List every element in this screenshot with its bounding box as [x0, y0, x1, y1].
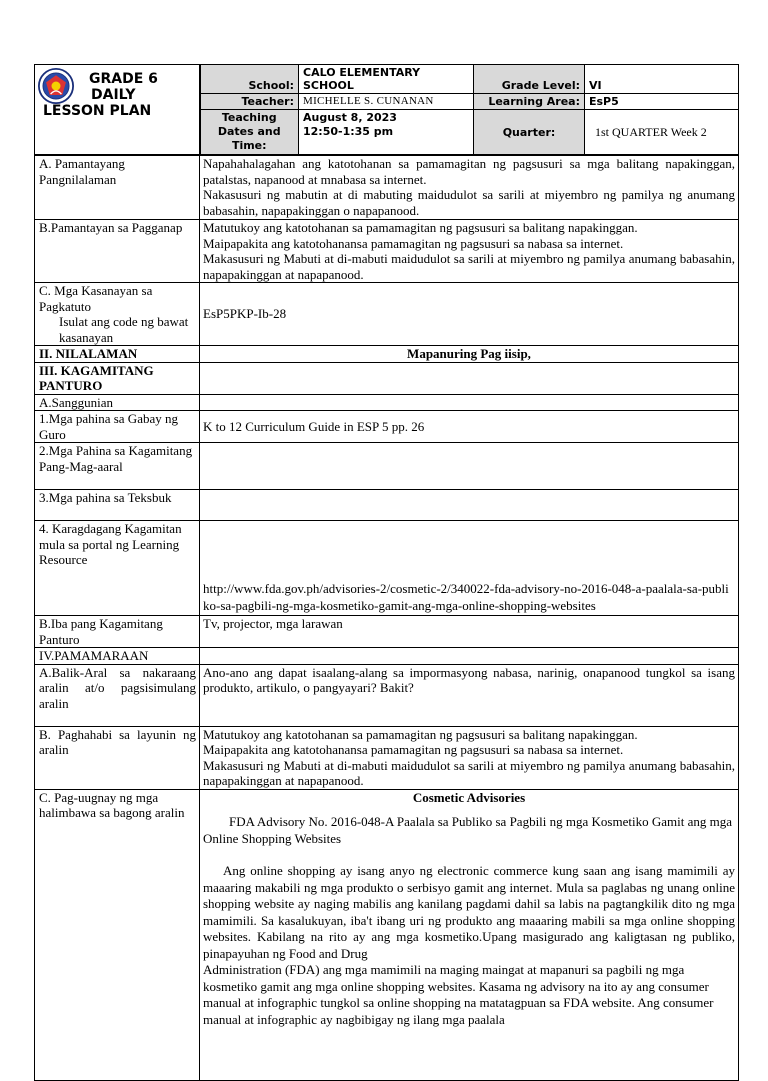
table-row	[35, 648, 739, 665]
table-row	[35, 726, 739, 789]
teacher-value: MICHELLE S. CUNANAN	[299, 94, 474, 110]
gabay-ng-guro-value: K to 12 Curriculum Guide in ESP 5 pp. 26	[200, 411, 739, 443]
table-row	[35, 394, 739, 411]
teaching-dates-label: Teaching Dates and Time:	[200, 110, 299, 155]
pamantayang-pangnilalaman-label: A. Pamantayang Pangnilalaman	[35, 156, 200, 220]
pag-uugnay-value: Cosmetic Advisories FDA Advisory No. 2016-048-A Paalala sa Publiko sa Pagbili ng mga Kosmetiko Gamit ang mga Online Shopping Websites Ang online shopping ay isang anyo ng electronic commerce kung saan ang isang mamimili ay maaaring makabili ng mga produkto o serbisyo gamit ang internet. Mula sa paglabas ng unang online shopping website ay naging mabilis ang kanilang pagdami dahil sa labis na pagtangkilik dito ng mga mamimili. Sa kasalukuyan, iba't ibang uri ng produkto ang maaaring mabili sa mga online shopping websites. Kabilang na rito ay ang mga kosmetiko.Upang masigurado ang kaligtasan ng publiko, pinapayuhan ng Food and Drug Administration (FDA) ang mga mamimili na maging maingat at mapanuri sa pagbili ng mga kosmetiko gamit ang mga online shopping websites. Kasama ng advisory na ito ay ang consumer manual at infographic tungkol sa online shopping na matatagpuan sa FDA website. Ang consumer manual at infographic ay nagbibigay ng ilang mga paalala	[200, 789, 739, 1080]
school-value: CALO ELEMENTARY SCHOOL	[299, 65, 474, 94]
table-row	[35, 443, 739, 490]
nilalaman-label: II. NILALAMAN	[35, 346, 200, 363]
learning-area-label: Learning Area:	[474, 94, 585, 110]
pamantayang-pangnilalaman-value: Napahahalagahan ang katotohanan sa pamamagitan ng pagsusuri sa mga balitang napakinggan, patalstas, napanood at mnabasa sa internet. Nakasusuri ng mabutin at di mabuting maidudulot sa sarili at miyembro ng pamilya ng anumang babasahin, napapakinggan o napapanood.	[200, 156, 739, 220]
lr-portal-link[interactable]: http://www.fda.gov.ph/advisories-2/cosmetic-2/340022-fda-advisory-no-2016-048-a-paalala-sa-publiko-sa-pagbili-ng-mga-kosmetiko-gamit-ang-mga-online-shopping-websites	[200, 521, 739, 616]
pamantayan-sa-pagganap-value: Matutukoy ang katotohanan sa pamamagitan ng pagsusuri sa balitang napakinggan. Maipapakita ang katotohanansa pamamagitan ng pagsusuri sa nabasa sa internet. Makasusuri ng Mabuti at di-mabuti maidudulot sa sarili at miyembro ng pamilya anumang babasahin, napapakinggan at napapanood.	[200, 220, 739, 283]
table-row	[35, 283, 739, 346]
table-row	[35, 490, 739, 521]
table-row	[35, 156, 739, 220]
sanggunian-label: A.Sanggunian	[35, 394, 200, 411]
table-row	[35, 664, 739, 726]
balik-aral-value: Ano-ano ang dapat isaalang-alang sa impormasyong nabasa, narinig, onapanood tungkol sa isang produkto, artikulo, o pangyayari? Bakit?	[200, 664, 739, 726]
pag-uugnay-label: C. Pag-uugnay ng mga halimbawa sa bagong aralin	[35, 789, 200, 1080]
iba-pang-kagamitan-label: B.Iba pang Kagamitang Panturo	[35, 616, 200, 648]
header-table	[34, 64, 739, 155]
kasanayan-label: C. Mga Kasanayan sa Pagkatuto Isulat ang code ng bawat kasanayan	[35, 283, 200, 346]
teacher-label: Teacher:	[200, 94, 299, 110]
kagamitang-mag-aaral-label: 2.Mga Pahina sa Kagamitang Pang-Mag-aaral	[35, 443, 200, 490]
pamamaraan-label: IV.PAMAMARAAN	[35, 648, 200, 665]
kasanayan-code: EsP5PKP-Ib-28	[200, 283, 739, 346]
school-label: School:	[200, 65, 299, 94]
table-row	[35, 411, 739, 443]
table-row	[35, 789, 739, 1080]
paghahabi-label: B. Paghahabi sa layunin ng aralin	[35, 726, 200, 789]
table-row	[35, 220, 739, 283]
lesson-plan-title: GRADE 6 DAILY LESSON PLAN	[43, 71, 158, 119]
quarter-label: Quarter:	[474, 110, 585, 155]
sanggunian-value	[200, 394, 739, 411]
iba-pang-kagamitan-value: Tv, projector, mga larawan	[200, 616, 739, 648]
grade-level-value: VI	[585, 65, 739, 94]
teksbuk-value	[200, 490, 739, 521]
table-row	[35, 616, 739, 648]
kagamitang-panturo-label: III. KAGAMITANG PANTURO	[35, 362, 200, 394]
lesson-table	[34, 155, 739, 1081]
pamamaraan-value	[200, 648, 739, 665]
balik-aral-label: A.Balik-Aral sa nakaraang aralin at/o pagsisimulang aralin	[35, 664, 200, 726]
title-cell	[35, 65, 200, 155]
table-row	[35, 346, 739, 363]
learning-area-value: EsP5	[585, 94, 739, 110]
kagamitang-mag-aaral-value	[200, 443, 739, 490]
nilalaman-value: Mapanuring Pag iisip,	[200, 346, 739, 363]
grade-level-label: Grade Level:	[474, 65, 585, 94]
table-row	[35, 521, 739, 616]
karagdagang-kagamitan-label: 4. Karagdagang Kagamitan mula sa portal ng Learning Resource	[35, 521, 200, 616]
kagamitang-panturo-value	[200, 362, 739, 394]
pamantayan-sa-pagganap-label: B.Pamantayan sa Pagganap	[35, 220, 200, 283]
quarter-value: 1st QUARTER Week 2	[585, 110, 739, 155]
teksbuk-label: 3.Mga pahina sa Teksbuk	[35, 490, 200, 521]
paghahabi-value: Matutukoy ang katotohanan sa pamamagitan ng pagsusuri sa balitang napakinggan. Maipapakita ang katotohanansa pamamagitan ng pagsusuri sa nabasa sa internet. Makasusuri ng Mabuti at di-mabuti maidudulot sa sarili at miyembro ng pamilya anumang babasahin, napapakinggan at napapanood.	[200, 726, 739, 789]
gabay-ng-guro-label: 1.Mga pahina sa Gabay ng Guro	[35, 411, 200, 443]
teaching-dates-value: August 8, 2023 12:50-1:35 pm	[299, 110, 474, 155]
table-row	[35, 362, 739, 394]
